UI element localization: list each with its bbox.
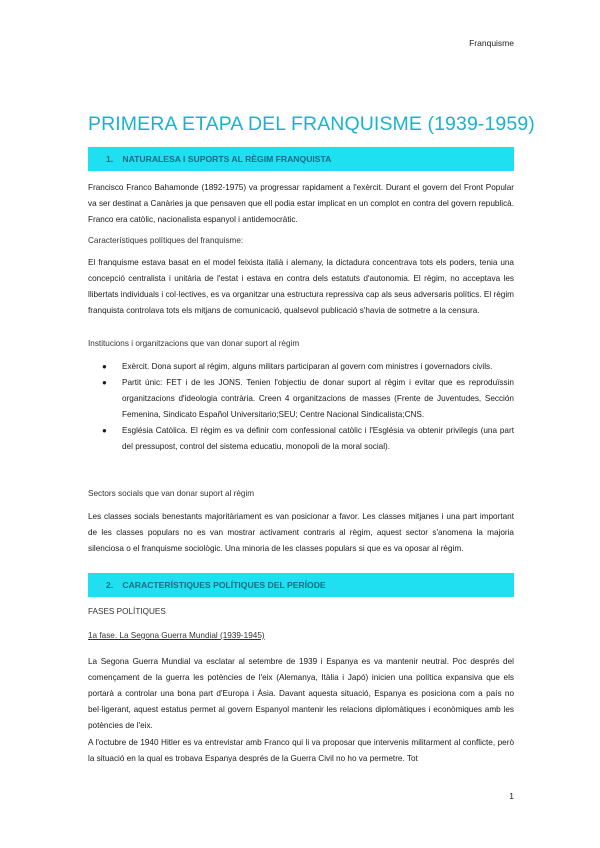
social-sectors-paragraph: Les classes socials benestants majoritàriament es van posicionar a favor. Les classes mitjanes i una part important de les classes populars no es van mostrar activament contraris al règim, aquest sector s'anomena la majoria silenciosa o el franquisme sociològic. Una minoria de les classes populars si que es va oposar al règim. bbox=[88, 512, 514, 553]
subheading-first-phase: 1a fase. La Segona Guerra Mundial (1939-1945) bbox=[88, 631, 265, 640]
bullet-icon: ● bbox=[102, 426, 107, 435]
subheading-characteristics: Característiques polítiques del franquisme: bbox=[88, 236, 244, 245]
running-header: Franquisme bbox=[469, 38, 514, 48]
list-item: ● Exèrcit. Dona suport al règim, alguns militars participaran al govern com ministres i governadors civils. bbox=[88, 359, 514, 375]
section-2-heading bbox=[88, 573, 514, 597]
subheading-social-sectors: Sectors socials que van donar suport al règim bbox=[88, 489, 255, 498]
characteristics-paragraph: El franquisme estava basat en el model feixista italià i alemany, la dictadura concentrava tots els poders, tenia una concepció centralista i unitària de l'estat i estava en contra dels estatuts d'autonomia. El règim, no acceptava les llibertats individuals i col·lectives, es va organitzar una estructura repressiva cap als seus adversaris polítics. El règim franquista controlava tots els mitjans de comunicació, qualsevol publicació s'havia de sotmetre a la censura. bbox=[88, 258, 514, 315]
bullet-icon: ● bbox=[102, 378, 107, 387]
bullet-icon: ● bbox=[102, 362, 107, 371]
list-item: ● Església Catòlica. El règim es va definir com confessional catòlic i l'Església va obtenir privilegis (una part del pressupost, control del sistema educatiu, monopoli de la moral social). bbox=[88, 423, 514, 455]
hitler-franco-paragraph: A l'octubre de 1940 Hitler es va entrevistar amb Franco qui li va proposar que intervenis militarment al conflicte, però la situació en la qual es trobava Espanya després de la Guerra Civil no ho va permetre. Tot bbox=[88, 738, 514, 763]
first-phase-paragraph: La Segona Guerra Mundial va esclatar al setembre de 1939 i Espanya es va mantenir neutral. Poc després del començament de la guerra les potències de l'eix (Alemanya, Itàlia i Japó) inicien una política expansiva que els portarà a controlar una bona part d'Europa i Àsia. Davant aquesta situació, Espanya es posiciona com a país no bel·ligerant, aquest estatus permet al govern Espanyol mantenir les relacions diplomàtiques i econòmiques amb les potències de l'eix. bbox=[88, 657, 514, 730]
intro-paragraph: Francisco Franco Bahamonde (1892-1975) va progressar rapidament a l'exèrcit. Durant el govern del Front Popular va ser destinat a Canàries ja que pensaven que ell podia estar implicat en un complot en contra del govern republicà. Franco era catòlic, nacionalista espanyol i antidemocràtic. bbox=[88, 183, 514, 224]
section-1-number: 1. bbox=[106, 154, 114, 164]
section-1-heading bbox=[88, 147, 514, 171]
institutions-list bbox=[88, 359, 514, 455]
page-number: 1 bbox=[509, 791, 514, 801]
section-1-title: NATURALESA I SUPORTS AL RÈGIM FRANQUISTA bbox=[122, 154, 332, 164]
section-2-title: CARACTERÍSTIQUES POLÍTIQUES DEL PERÍODE bbox=[122, 580, 326, 590]
subheading-institutions: Institucions i organitzacions que van donar suport al règim bbox=[88, 339, 300, 348]
list-item: ● Partit únic: FET i de les JONS. Tenien l'objectiu de donar suport al règim i evitar que es reproduïssin organitzacions d'ideologia contrària. Creen 4 organitzacions de masses (Frente de Juventudes, Sección Femenina, Sindicato Español Universitario;SEU; Centre Nacional Sindicalista;CNS. bbox=[88, 375, 514, 423]
subheading-phases: FASES POLÍTIQUES bbox=[88, 607, 166, 616]
page-title: PRIMERA ETAPA DEL FRANQUISME (1939-1959) bbox=[88, 113, 535, 135]
section-2-number: 2. bbox=[106, 580, 114, 590]
